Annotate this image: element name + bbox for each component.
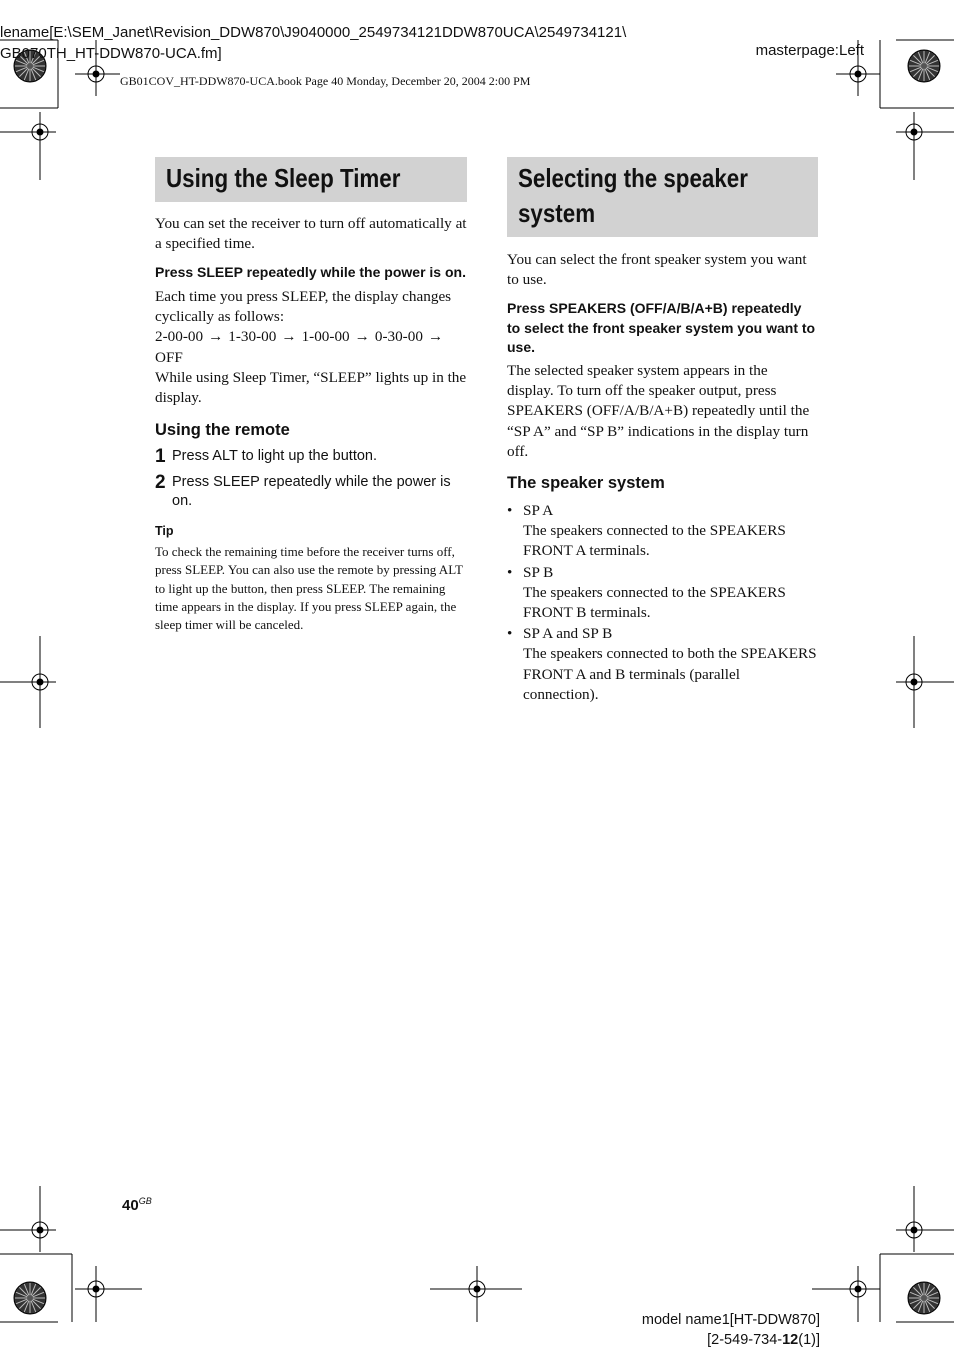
- sequence-step: 1-30-00: [228, 328, 277, 346]
- bullet-icon: •: [507, 501, 513, 519]
- model-footer: [642, 1310, 820, 1350]
- sleep-intro-text: You can set the receiver to turn off automatically at a specified time.: [155, 215, 467, 253]
- section-heading-speaker-system: Selecting the speaker system: [507, 157, 818, 237]
- step-text: Press SLEEP repeatedly while the power is on.: [172, 474, 451, 510]
- list-item-desc: The speakers connected to both the SPEAKERS FRONT A and B terminals (parallel connection).: [523, 645, 817, 703]
- section-heading-sleep-timer: Using the Sleep Timer: [155, 157, 467, 202]
- arrow-right-icon: →: [281, 328, 297, 346]
- remote-subheading: Using the remote: [155, 421, 290, 440]
- arrow-right-icon: →: [208, 328, 224, 346]
- sleep-timer-section: [155, 157, 467, 635]
- list-item: [507, 563, 818, 624]
- sequence-step: OFF: [155, 348, 183, 366]
- speaker-body-text: The selected speaker system appears in the display. To turn off the speaker output, press SPEAKERS (OFF/A/B/A+B) repeatedly until the “SP A” and “SP B” indications in the display turn off.: [507, 361, 810, 460]
- list-item-desc: The speakers connected to the SPEAKERS FRONT B terminals.: [523, 583, 786, 621]
- sequence-step: 2-00-00: [155, 328, 204, 346]
- masterpage-label: masterpage:Left: [755, 42, 864, 59]
- speaker-system-subheading: The speaker system: [507, 473, 665, 492]
- bullet-icon: •: [507, 563, 513, 581]
- filename-line-2: GB070TH_HT-DDW870-UCA.fm]: [0, 45, 222, 62]
- step-item: [155, 473, 467, 511]
- tip-text: To check the remaining time before the receiver turns off, press SLEEP. You can also use the remote by pressing ALT to light up the button, then press SLEEP. The remaining time appears in the display. If you press SLEEP again, the sleep timer will be canceled.: [155, 544, 463, 633]
- filename-header: [0, 22, 720, 64]
- step-item: [155, 447, 467, 466]
- arrow-right-icon: →: [354, 328, 370, 346]
- list-item: [507, 501, 818, 562]
- list-item-title: SP A and SP B: [523, 625, 613, 643]
- speaker-system-section: [507, 157, 818, 706]
- step-number: 1: [155, 446, 166, 468]
- list-item: [507, 624, 818, 705]
- step-number: 2: [155, 472, 166, 494]
- sleep-instruction: Press SLEEP repeatedly while the power is on.: [155, 264, 466, 281]
- speaker-instruction: Press SPEAKERS (OFF/A/B/A+B) repeatedly to select the front speaker system you want to use.: [507, 300, 816, 356]
- page-suffix: GB: [138, 1196, 152, 1206]
- book-info-line: GB01COV_HT-DDW870-UCA.book Page 40 Monday, December 20, 2004 2:00 PM: [120, 74, 531, 88]
- speaker-list: [507, 501, 818, 705]
- sleep-sequence: [155, 327, 467, 367]
- model-name-line: model name1[HT-DDW870]: [641, 1312, 820, 1328]
- arrow-right-icon: →: [427, 328, 444, 346]
- list-item-title: SP B: [523, 563, 554, 581]
- speaker-intro-text: You can select the front speaker system you want to use.: [507, 251, 807, 289]
- list-item-title: SP A: [523, 501, 554, 519]
- bullet-icon: •: [507, 625, 513, 643]
- list-item-desc: The speakers connected to the SPEAKERS FRONT A terminals.: [523, 522, 786, 560]
- page-number: $40^{GB}$: [122, 1196, 152, 1214]
- part-number-line: [2-549-734-12(1)]: [707, 1332, 820, 1348]
- sequence-step: 1-00-00: [301, 328, 350, 346]
- filename-line-1: lename[E:\SEM_Janet\Revision_DDW870\J9040000_2549734121DDW870UCA\2549734121\: [0, 24, 627, 41]
- sleep-while-text: While using Sleep Timer, “SLEEP” lights up in the display.: [155, 368, 467, 406]
- sleep-each-time-text: Each time you press SLEEP, the display changes cyclically as follows:: [155, 287, 452, 326]
- step-text: Press ALT to light up the button.: [172, 448, 378, 465]
- sequence-step: 0-30-00: [374, 328, 423, 346]
- tip-label: Tip: [155, 524, 174, 539]
